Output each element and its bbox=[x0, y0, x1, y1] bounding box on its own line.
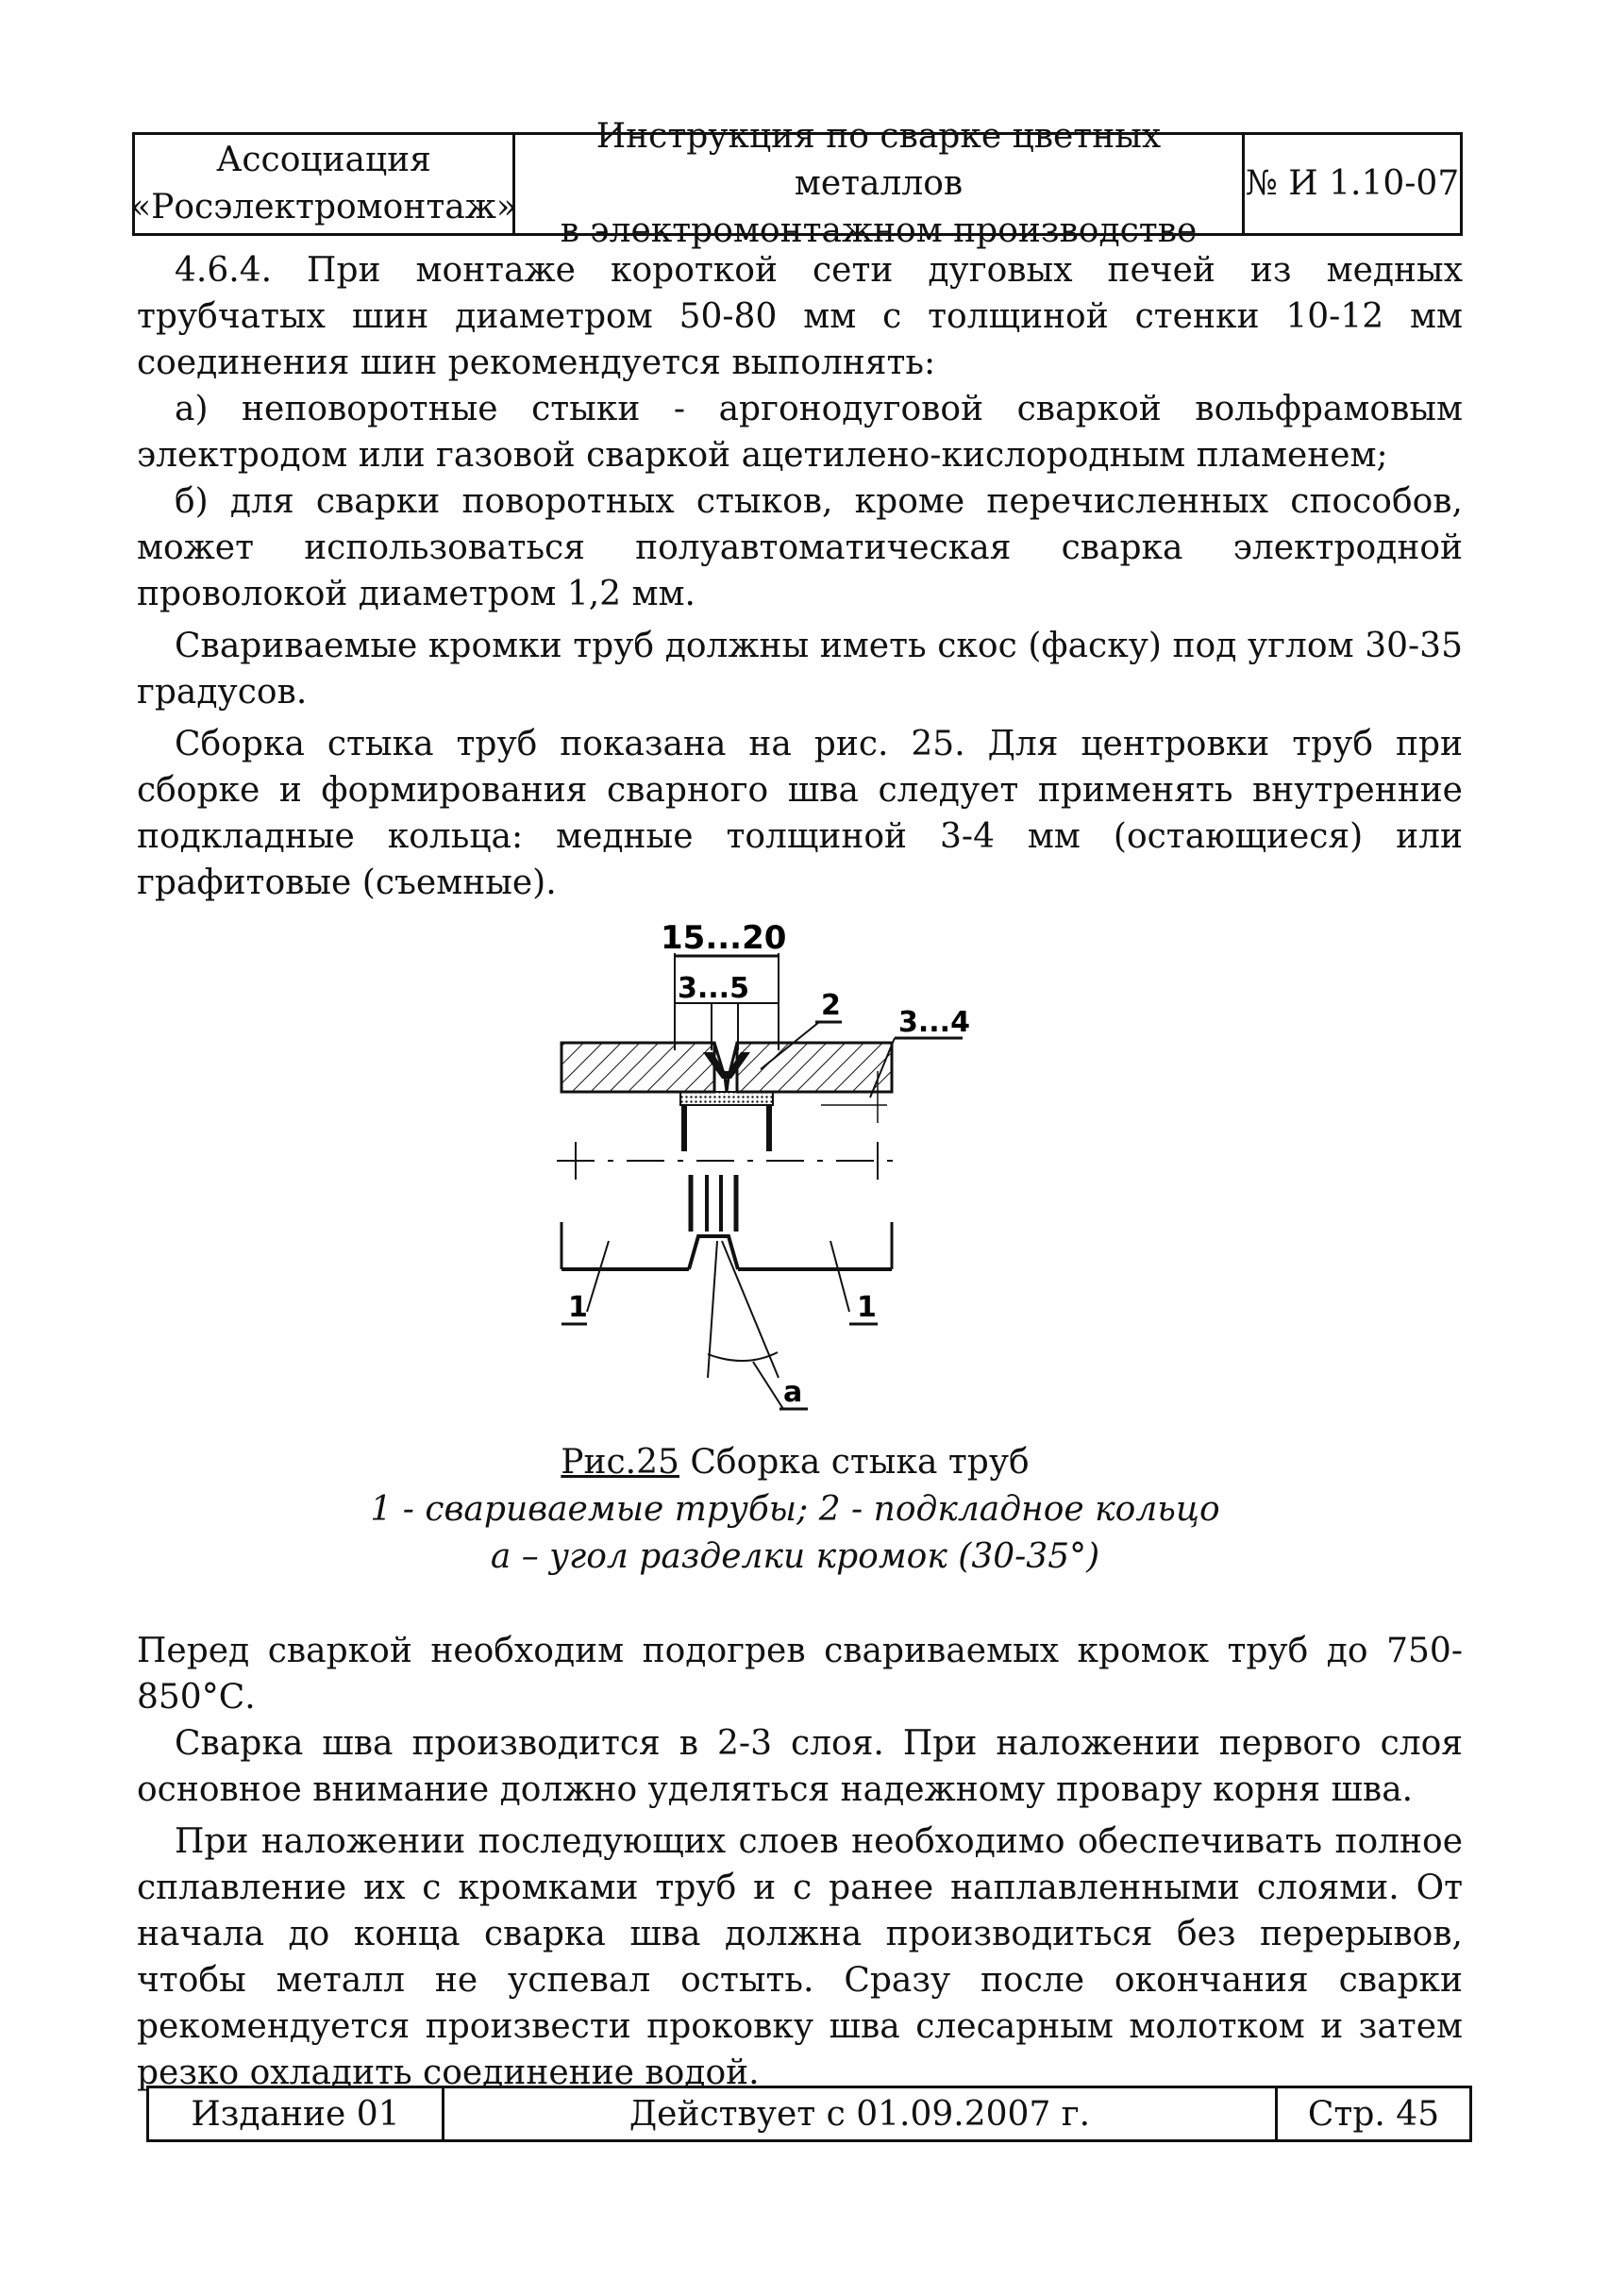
lower-text-block bbox=[137, 1628, 1463, 2096]
caption-title-line bbox=[132, 1439, 1458, 1486]
document-number-cell bbox=[1245, 135, 1460, 233]
paragraph-item-a: а) неповоротные стыки - аргонодуговой сваркой вольфрамовым электродом или газовой сваркой ацетилено-кислородным пламенем; bbox=[137, 390, 1463, 475]
page-number: Стр. 45 bbox=[1307, 2094, 1440, 2134]
upper-wall-right bbox=[737, 1043, 892, 1092]
organization-cell bbox=[130, 135, 517, 233]
dim-gap-label: 3...5 bbox=[678, 972, 749, 1005]
angle-leader bbox=[753, 1362, 783, 1409]
figure-reference: Рис.25 bbox=[561, 1443, 679, 1482]
angle-ray-right bbox=[722, 1241, 779, 1378]
backing-ring bbox=[680, 1092, 773, 1105]
dim-total-label: 15...20 bbox=[661, 919, 787, 957]
document-header-table bbox=[130, 117, 1463, 250]
document-title-cell bbox=[515, 117, 1245, 250]
angle-arc bbox=[708, 1352, 778, 1361]
valid-from-cell bbox=[444, 2088, 1278, 2139]
organization-line-2: «Росэлектромонтаж» bbox=[130, 188, 517, 226]
paragraph-subsequent-layers: При наложении последующих слоев необходимо обеспечивать полное сплавление их с кромками труб и с ранее наплавленными слоями. От начала до конца сварка шва должна производиться без перерывов, чтобы металл не успевал остыть. Сразу после окончания сварки рекомендуется произвести проковку шва слесарным молотком и затем резко охладить соединение водой. bbox=[137, 1822, 1463, 2092]
edition-cell bbox=[149, 2088, 444, 2139]
paragraph-item-b: б) для сварки поворотных стыков, кроме перечисленных способов, может использоваться полуавтоматическая сварка электродной проволокой диаметром 1,2 мм. bbox=[137, 482, 1463, 613]
document-number: № И 1.10-07 bbox=[1245, 164, 1460, 203]
pipe-right-leader bbox=[830, 1241, 849, 1312]
pipe-left-label: 1 bbox=[568, 1291, 588, 1324]
upper-wall-left bbox=[561, 1043, 714, 1092]
upper-text-block bbox=[137, 247, 1463, 906]
caption-legend-line-2: а – угол разделки кромок (30-35°) bbox=[490, 1537, 1100, 1576]
edition: Издание 01 bbox=[191, 2094, 400, 2134]
caption-title: Сборка стыка труб bbox=[679, 1443, 1030, 1482]
page-number-cell bbox=[1278, 2088, 1469, 2139]
ring-label: 2 bbox=[821, 989, 841, 1022]
paragraph-layers: Сварка шва производится в 2-3 слоя. При наложении первого слоя основное внимание должно уделяться надежному провару корня шва. bbox=[137, 1724, 1463, 1809]
pipe-right-label: 1 bbox=[857, 1291, 877, 1324]
pipe-joint-figure bbox=[510, 911, 1095, 1439]
angle-label: a bbox=[783, 1376, 803, 1409]
paragraph-4-6-4: 4.6.4. При монтаже короткой сети дуговых печей из медных трубчатых шин диаметром 50-80 мм с толщиной стенки 10-12 мм соединения шин рекомендуется выполнять: bbox=[137, 251, 1463, 382]
dim-thickness-label: 3...4 bbox=[898, 1006, 970, 1039]
document-footer-table bbox=[146, 2086, 1472, 2142]
paragraph-assembly: Сборка стыка труб показана на рис. 25. Для центровки труб при сборке и формирования сварного шва следует применять внутренние подкладные кольца: медные толщиной 3-4 мм (остающиеся) или графитовые (съемные). bbox=[137, 725, 1463, 902]
pipe-left-leader bbox=[587, 1241, 609, 1312]
valid-from: Действует с 01.09.2007 г. bbox=[629, 2094, 1091, 2134]
paragraph-bevel: Свариваемые кромки труб должны иметь скос (фаску) под углом 30-35 градусов. bbox=[137, 627, 1463, 712]
document-title-line-2: в электромонтажном производстве bbox=[560, 211, 1198, 250]
organization-line-1: Ассоциация bbox=[216, 141, 431, 179]
paragraph-preheat: Перед сваркой необходим подогрев свариваемых кромок труб до 750-850°С. bbox=[137, 1632, 1463, 1717]
document-title-line-1: Инструкция по сварке цветных металлов bbox=[595, 117, 1162, 203]
caption-legend-line-1: 1 - свариваемые трубы; 2 - подкладное кольцо bbox=[370, 1490, 1220, 1529]
figure-caption bbox=[132, 1439, 1458, 1581]
